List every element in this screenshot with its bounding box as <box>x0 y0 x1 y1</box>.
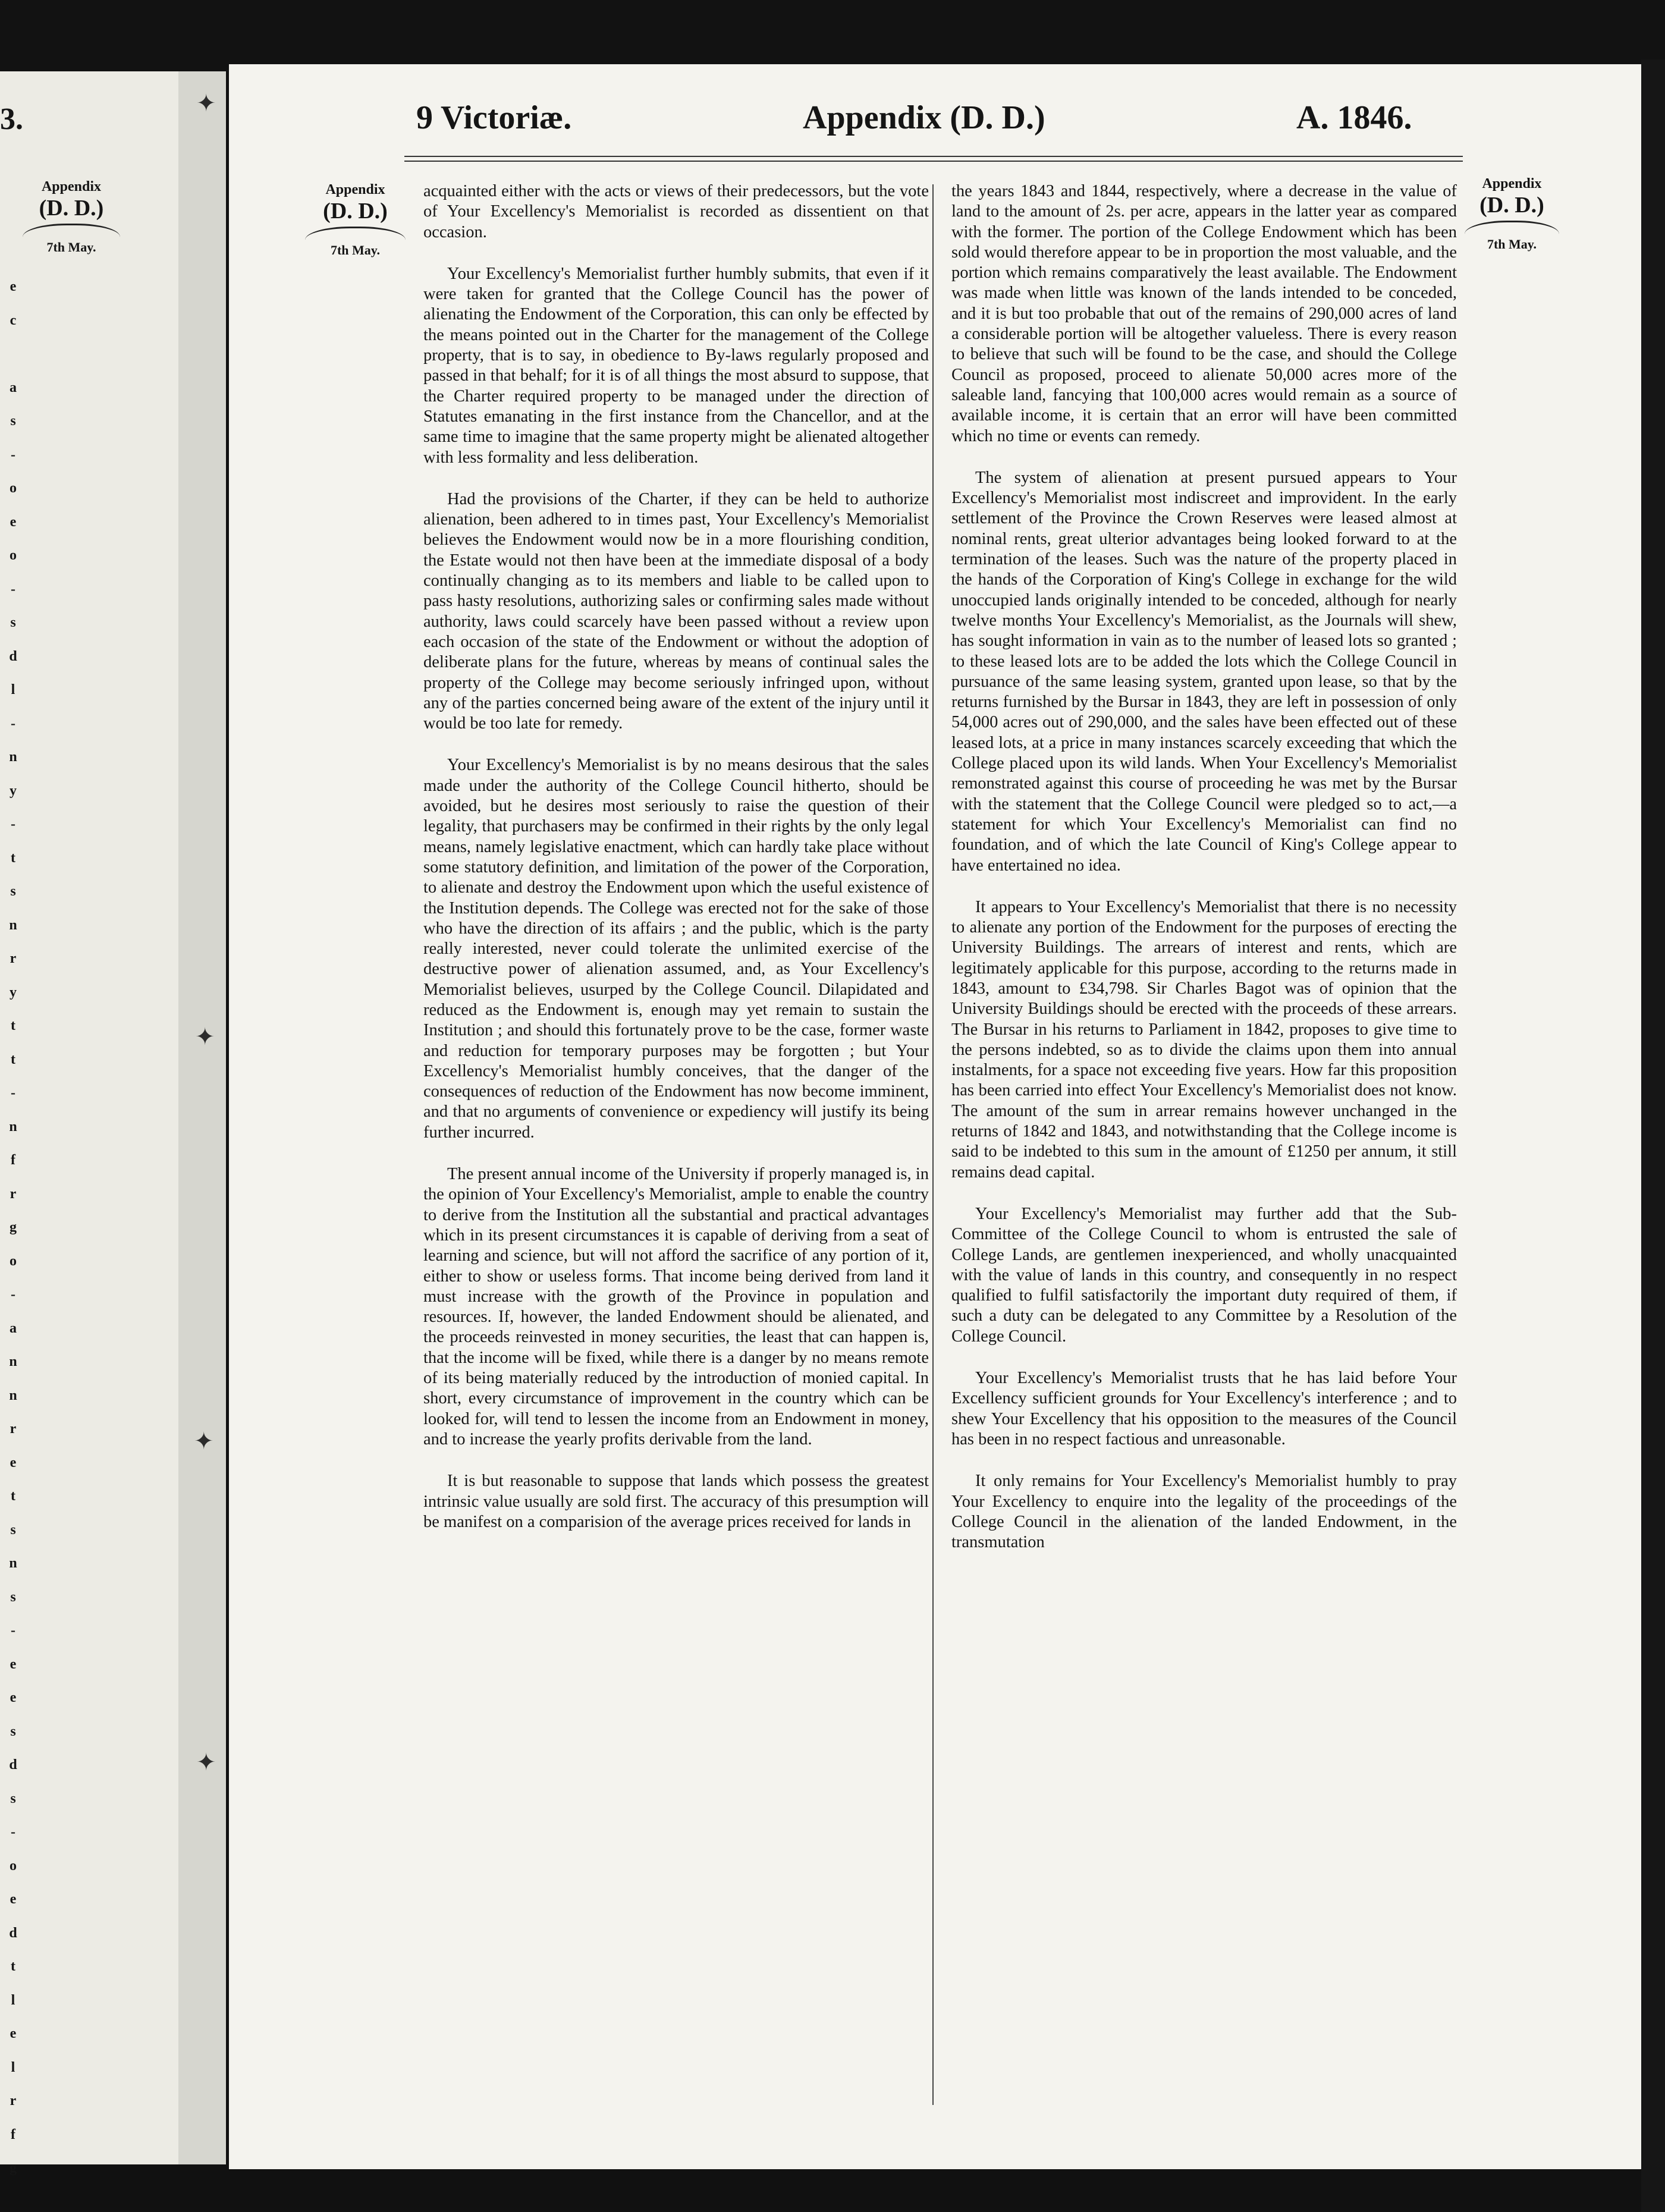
prev-page-letter: o <box>10 480 17 496</box>
prev-page-margin-note <box>18 178 125 256</box>
right-column <box>951 181 1457 1574</box>
prev-page-letter: n <box>9 749 17 765</box>
margin-note-date: 7th May. <box>1487 237 1537 252</box>
prev-page-letter: l <box>11 2059 15 2075</box>
prev-page-letter: f <box>11 1152 15 1168</box>
prev-page-letter: - <box>11 1287 15 1302</box>
header-rule <box>404 156 1463 162</box>
prev-page-letter: g <box>10 1220 17 1235</box>
header-session: 9 Victoriæ. <box>416 99 572 136</box>
prev-page-letter: t <box>11 1051 15 1067</box>
binding-mark: ✦ <box>195 1023 215 1050</box>
prev-page-letter: f <box>11 2126 15 2142</box>
binding-mark: ✦ <box>196 1749 216 1776</box>
prev-page-letter: - <box>11 581 15 597</box>
paragraph: It appears to Your Excellency's Memorialist that there is no necessity to alienate any portion of the Endowment for the purposes of erecting the University Buildings. The arrears of interest and rents, which are legitimately applicable for this purpose, according to the returns made in 1843, amount to £34,798. Sir Charles Bagot was of opinion that the University Buildings should be erected with the proceeds of these arrears. The Bursar in his returns to Parliament in 1842, proposes to give time to the persons indebted, so as to divide the claims upon them into annual instalments, for a space not exceeding five years. How far this proposition has been carried into effect Your Excellency's Memorialist does not know. The amount of the sum in arrear remains however unchanged in the returns of 1842 and 1843, and notwithstanding that the College income is said to be indebted to this sum in the amount of £1250 per annum, it still remains dead capital. <box>951 897 1457 1182</box>
prev-page-letter: - <box>11 816 15 832</box>
header-appendix: Appendix (D. D.) <box>803 99 1045 136</box>
prev-page-letter: e <box>10 1891 17 1907</box>
column-divider <box>932 184 934 2105</box>
prev-page-letter: e <box>10 1656 17 1672</box>
prev-page-letter: r <box>10 1186 17 1202</box>
prev-page-letter: - <box>11 1085 15 1101</box>
binding-mark: ✦ <box>196 90 216 117</box>
paragraph: Had the provisions of the Charter, if they can be held to authorize alienation, been adhered to in times past, Your Excellency's Memorialist believes the Endowment would now be in a more flourishing condition, the Estate would not then have been at the immediate disposal of a body continually changing as to its members and liable to be called upon to pass hasty resolutions, authorizing sales or confirming sales made without authority, laws could scarcely have been passed without a review upon each occasion of the state of the Endowment or without the adoption of deliberate plans for the future, whereas by means of continual sales the property of the College may become seriously infringed upon, without any of the parties concerned being aware of the extent of the injury until it would be too late for remedy. <box>423 489 929 733</box>
prev-page-letter: n <box>9 1118 17 1135</box>
prev-page-letter: n <box>9 1387 17 1403</box>
paragraph: acquainted either with the acts or views of their predecessors, but the vote of Your Excellency's Memorialist is recorded as dissentient on that occasion. <box>423 182 929 241</box>
left-column <box>423 181 929 1554</box>
prev-page-letter: e <box>10 2026 17 2041</box>
prev-page-letter: n <box>9 1556 17 1571</box>
prev-page-letter: - <box>11 1623 15 1638</box>
prev-page-letter: e <box>10 514 17 530</box>
prev-page-letter: e <box>10 1454 17 1471</box>
prev-page-letter: t <box>11 1488 15 1504</box>
prev-page-letter: r <box>10 2093 17 2109</box>
margin-brace <box>1465 221 1559 235</box>
prev-page-letter: - <box>11 1824 15 1840</box>
prev-page-letter: e <box>10 1690 17 1705</box>
margin-note-date: 7th May. <box>46 240 96 255</box>
margin-note-date: 7th May. <box>330 243 381 258</box>
previous-page-fragment <box>0 71 181 2164</box>
prev-page-letter: n <box>9 1354 17 1369</box>
prev-page-letter: s <box>10 1723 16 1739</box>
prev-page-letter: n <box>9 917 17 933</box>
prev-page-letter: d <box>9 1757 17 1773</box>
prev-page-letter: a <box>10 379 17 395</box>
margin-note-title: Appendix <box>41 179 102 194</box>
paragraph: Your Excellency's Memorialist is by no means desirous that the sales made under the authority of the College Council hitherto, should be avoided, but he desires most seriously to raise the question of their legality, that purchasers may be confirmed in their rights by the only legal means, namely legislative enactment, which can hardly take place without some statutory definition, and limitation of the power of the Corporation, to alienate and destroy the Endowment upon which the useful existence of the Institution depends. The College was erected not for the sake of those who have the direction of its affairs ; and the public, which is the party really interested, never could tolerate the unlimited exercise of the destructive power of alienation assumed, and, as Your Excellency's Memorialist believes, usurped by the College Council. Dilapidated and reduced as the Endowment is, enough may yet remain to sustain the Institution ; and should this fortunately prove to be the case, former waste and reduction for temporary purposes may be forgotten ; but Your Excellency's Memorialist humbly conceives, that the danger of the consequences of reduction of the Endowment has now become imminent, and that no arguments of convenience or expediency will justify its being further incurred. <box>423 756 929 1142</box>
left-margin-note <box>300 181 410 259</box>
prev-page-letter: r <box>10 951 17 966</box>
margin-note-code: (D. D.) <box>39 195 104 221</box>
paragraph: The system of alienation at present pursued appears to Your Excellency's Memorialist most indiscreet and improvident. In the early settlement of the Province the Crown Reserves were leased almost at nominal rents, great ulterior advantages being looked forward to at the termination of the leases. Such was the nature of the property placed in the hands of the Corporation of King's College in exchange for the wild unoccupied lands originally intended to be conceded, although for nearly twelve months Your Excellency's Memorialist, as the Journals will shew, has sought information in vain as to the number of leased lots so granted ; to these leased lots are to be added the lots which the College Council in pursuance of the same leasing system, granted upon lease, so that by the returns furnished by the Bursar in 1843, they are left in possession of only 54,000 acres out of 290,000, and the sales have been effected out of these leased lots, at a price in many instances scarcely exceeding that which the College placed upon its wild lands. When Your Excellency's Memorialist remonstrated against this course of proceeding he was met by the Bursar with the statement that the College Council were pledged so to act,—a statement for which Your Excellency's Memorialist can find no foundation, and of which the late Council of King's College appear to have entertained no idea. <box>951 468 1457 875</box>
right-margin-note <box>1460 175 1564 253</box>
prev-page-letter: s <box>10 1522 16 1538</box>
prev-page-letter: l <box>11 682 15 697</box>
prev-page-letter: s <box>10 1589 16 1605</box>
margin-note-title: Appendix <box>325 182 385 197</box>
paragraph: Your Excellency's Memorialist trusts that he has laid before Your Excellency sufficient grounds for Your Excellency's interference ; and to shew Your Excellency that his opposition to the measures of the Council has been in no respect factious and unreasonable. <box>951 1369 1457 1449</box>
paragraph: Your Excellency's Memorialist may further add that the Sub-Committee of the College Council to whom is entrusted the sale of College Lands, are gentlemen inexperienced, and wholly unacquainted with the value of lands in this country, and consequently in no respect qualified to fulfil satisfactorily the important duty required of them, if such a duty can be delegated to any Committee by a Resolution of the College Council. <box>951 1204 1457 1346</box>
margin-note-code: (D. D.) <box>1479 192 1544 218</box>
prev-page-letter: t <box>11 1018 15 1033</box>
scanner-background-right <box>1641 59 1665 2212</box>
paragraph: The present annual income of the University if properly managed is, in the opinion of Your Excellency's Memorialist, ample to enable the country to derive from the Institution all the substantial and practical advantages which in its present circumstances it is capable of deriving from a seat of learning and science, but will not afford the sacrifice of any portion of it, either to show or useless forms. That income being derived from land it must increase with the growth of the Province in population and resources. If, however, the landed Endowment should be alienated, and the proceeds reinvested in money securities, the least that can happen is, that the income will be fixed, while there is a danger by no means remote of its being materially reduced by the introduction of monied capital. In short, every circumstance of improvement in the country which can be looked for, will tend to lessen the income from an Endowment in money, and to increase the yearly profits derivable from the land. <box>423 1165 929 1449</box>
prev-page-header: 3. <box>0 102 23 136</box>
prev-page-letter: d <box>9 648 17 664</box>
margin-brace <box>23 224 120 238</box>
prev-page-letter: c <box>10 312 17 328</box>
prev-page-letter: o <box>10 1858 17 1874</box>
paragraph: the years 1843 and 1844, respectively, where a decrease in the value of land to the amount of 2s. per acre, appears in the latter year as compared with the former. The portion of the College Endowment which has been sold would therefore appear to be in proportion the most valuable, and the portion which remains comparatively the least available. The Endowment was made when little was known of the lands intended to be conceded, and it is but too probable that out of the remains of 290,000 acres of land a considerable portion will be altogether valueless. There is every reason to believe that such will be found to be the case, and should the College Council as proposed, proceed to alienate 50,000 acres more of the saleable land, fancying that 100,000 acres would remain as a source of available income, it is certain that an error will have been committed which no time or events can remedy. <box>951 182 1457 445</box>
prev-page-letter: t <box>11 850 15 866</box>
paragraph: It is but reasonable to suppose that lands which possess the greatest intrinsic value usually are sold first. The accuracy of this presumption will be manifest on a comparision of the average prices received for lands in <box>423 1472 929 1531</box>
prev-page-letter: s <box>10 413 16 429</box>
prev-page-letter: s <box>10 1790 16 1806</box>
prev-page-letter: a <box>10 1320 17 1336</box>
margin-brace <box>305 227 406 241</box>
paragraph: It only remains for Your Excellency's Memorialist humbly to pray Your Excellency to enquire into the legality of the proceedings of the College Council in the alienation of the landed Endowment, in the transmutation <box>951 1472 1457 1552</box>
prev-page-letter: d <box>9 1925 17 1941</box>
scanner-background-top <box>0 0 1665 71</box>
paragraph: Your Excellency's Memorialist further humbly submits, that even if it were taken for granted that the College Council has the power of alienating the Endowment of the Corporation, this can only be effected by the means pointed out in the Charter for the management of the College property, that is to say, in obedience to By-laws regularly proposed and passed in that behalf; for it is of all things the most absurd to suppose, that the Charter required property to be managed under the direction of Statutes emanating in the first instance from the Chancellor, and at the same time to imagine that the same property might be alienated altogether with less formality and less deliberation. <box>423 264 929 467</box>
prev-page-letter: s <box>10 884 16 899</box>
margin-note-title: Appendix <box>1482 176 1542 191</box>
prev-page-letter: r <box>10 1421 17 1437</box>
header-year: A. 1846. <box>1296 99 1412 136</box>
prev-page-letter: g <box>10 2160 17 2176</box>
margin-note-code: (D. D.) <box>323 198 388 224</box>
prev-page-letter: y <box>10 984 17 1000</box>
prev-page-letter: y <box>10 783 17 799</box>
prev-page-letter: o <box>10 1253 17 1269</box>
prev-page-letter: l <box>11 1992 15 2008</box>
prev-page-letter: s <box>10 615 16 630</box>
prev-page-letter: e <box>10 279 17 294</box>
prev-page-letter: o <box>10 548 17 563</box>
prev-page-letter: - <box>11 447 15 463</box>
book-gutter <box>178 71 226 2164</box>
binding-mark: ✦ <box>194 1428 214 1454</box>
prev-page-letter: t <box>11 1959 15 1974</box>
prev-page-letter: - <box>11 715 15 731</box>
